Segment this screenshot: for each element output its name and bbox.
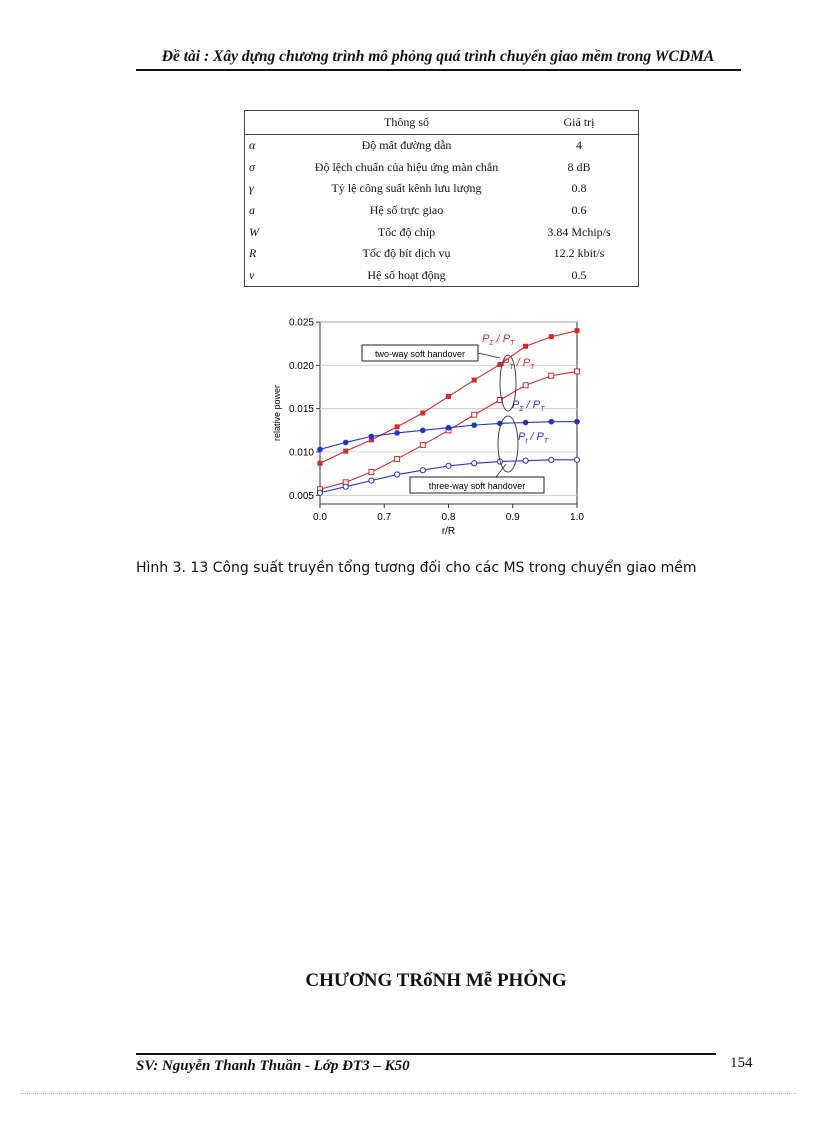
value-cell: 0.5 bbox=[571, 267, 587, 282]
data-point bbox=[420, 411, 425, 416]
figure-caption: Hình 3. 13 Công suất truyền tổng tương đối cho các MS trong chuyển giao mềm bbox=[136, 560, 697, 576]
header-symbol-cell bbox=[245, 111, 294, 135]
data-point bbox=[420, 468, 425, 473]
table-header-row bbox=[245, 111, 639, 135]
x-tick-label: 1.0 bbox=[570, 512, 584, 523]
header-value-cell: Giá trị bbox=[520, 111, 639, 135]
footer-author: SV: Nguyễn Thanh Thuần - Lớp ĐT3 – K50 bbox=[136, 1058, 410, 1074]
data-point bbox=[574, 457, 579, 462]
table-row bbox=[245, 243, 639, 265]
footer-rule bbox=[136, 1053, 716, 1055]
data-point bbox=[343, 440, 349, 446]
data-point bbox=[574, 419, 580, 425]
data-point bbox=[523, 458, 528, 463]
param-name-cell: Tỷ lệ công suất kênh lưu lượng bbox=[331, 181, 482, 196]
data-point bbox=[394, 430, 400, 436]
table-row bbox=[245, 264, 639, 286]
series-label: $P_T / P_T$ bbox=[502, 357, 535, 371]
data-point bbox=[472, 378, 477, 383]
value-cell: 0.8 bbox=[571, 181, 587, 196]
data-point bbox=[343, 484, 348, 489]
data-point bbox=[523, 344, 528, 349]
data-point bbox=[318, 461, 323, 466]
data-point bbox=[369, 469, 374, 474]
data-point bbox=[549, 334, 554, 339]
data-point bbox=[369, 478, 374, 483]
symbol-cell: σ bbox=[249, 159, 255, 174]
symbol-cell: γ bbox=[249, 181, 254, 196]
symbol-cell: v bbox=[249, 267, 255, 282]
y-tick-label: 0.005 bbox=[288, 490, 314, 502]
data-point bbox=[575, 369, 580, 374]
y-axis-label: relative power bbox=[272, 384, 282, 442]
parameter-table bbox=[244, 110, 639, 287]
param-name-cell: Độ mất đường dẫn bbox=[361, 138, 452, 153]
y-tick-label: 0.010 bbox=[288, 447, 314, 459]
relative-power-chart bbox=[268, 312, 588, 540]
symbol-cell: α bbox=[249, 138, 256, 153]
data-point bbox=[523, 420, 529, 426]
data-point bbox=[420, 428, 426, 434]
symbol-cell: W bbox=[249, 224, 259, 239]
data-point bbox=[369, 434, 375, 440]
table-row bbox=[245, 221, 639, 243]
series-label: $P_\Sigma / P_T$ bbox=[482, 333, 515, 347]
header-param-cell: Thông số bbox=[293, 111, 520, 135]
value-cell: 3.84 Mchip/s bbox=[547, 224, 611, 239]
table-row bbox=[245, 157, 639, 179]
y-tick-label: 0.015 bbox=[288, 404, 314, 416]
data-point bbox=[523, 383, 528, 388]
data-point bbox=[420, 443, 425, 448]
data-point bbox=[395, 456, 400, 461]
value-cell: 0.6 bbox=[571, 202, 587, 217]
data-point bbox=[395, 472, 400, 477]
param-name-cell: Tốc độ bít dịch vụ bbox=[362, 246, 451, 261]
header-rule bbox=[136, 69, 741, 71]
series-label: $P_\Sigma / P_T$ bbox=[512, 399, 545, 413]
data-point bbox=[317, 447, 323, 453]
param-name-cell: Hệ số hoạt động bbox=[367, 267, 446, 282]
symbol-cell: a bbox=[249, 202, 255, 217]
page-header: Đề tài : Xây dựng chương trình mô phỏng quá trình chuyển giao mềm trong WCDMA bbox=[161, 48, 715, 65]
page-number: 154 bbox=[730, 1055, 753, 1071]
data-point bbox=[471, 422, 477, 428]
y-tick-label: 0.025 bbox=[288, 317, 314, 329]
chapter-title: CHƯƠNG TRốNH Mễ PHỎNG bbox=[305, 970, 567, 991]
y-tick-label: 0.020 bbox=[288, 360, 314, 372]
value-cell: 12.2 kbit/s bbox=[553, 246, 605, 261]
table-row bbox=[245, 200, 639, 222]
value-cell: 8 dB bbox=[567, 159, 591, 174]
data-point bbox=[446, 463, 451, 468]
symbol-cell: R bbox=[249, 246, 257, 261]
table-row bbox=[245, 135, 639, 157]
data-point bbox=[395, 424, 400, 429]
data-point bbox=[549, 457, 554, 462]
data-point bbox=[549, 419, 555, 425]
x-tick-label: 0.7 bbox=[377, 512, 392, 523]
x-axis-label: r/R bbox=[441, 526, 456, 537]
x-tick-label: 0.8 bbox=[441, 512, 456, 523]
series-label: $P_t / P_T$ bbox=[518, 431, 549, 445]
x-tick-label: 0.9 bbox=[505, 512, 520, 523]
value-cell: 4 bbox=[576, 138, 582, 153]
x-tick-label: 0.0 bbox=[313, 512, 327, 523]
annotation-label: two-way soft handover bbox=[374, 349, 466, 359]
data-point bbox=[343, 449, 348, 454]
param-name-cell: Tốc độ chíp bbox=[377, 224, 436, 239]
data-point bbox=[446, 394, 451, 399]
data-point bbox=[549, 373, 554, 378]
annotation-label: three-way soft handover bbox=[428, 481, 526, 491]
data-point bbox=[446, 425, 452, 431]
param-name-cell: Độ lệch chuẩn của hiệu ứng màn chắn bbox=[314, 159, 499, 174]
data-point bbox=[317, 490, 322, 495]
param-name-cell: Hệ số trực giao bbox=[369, 202, 444, 217]
data-point bbox=[472, 461, 477, 466]
data-point bbox=[575, 328, 580, 333]
table-row bbox=[245, 178, 639, 200]
page-edge-dots bbox=[20, 1093, 796, 1094]
data-point bbox=[472, 412, 477, 417]
